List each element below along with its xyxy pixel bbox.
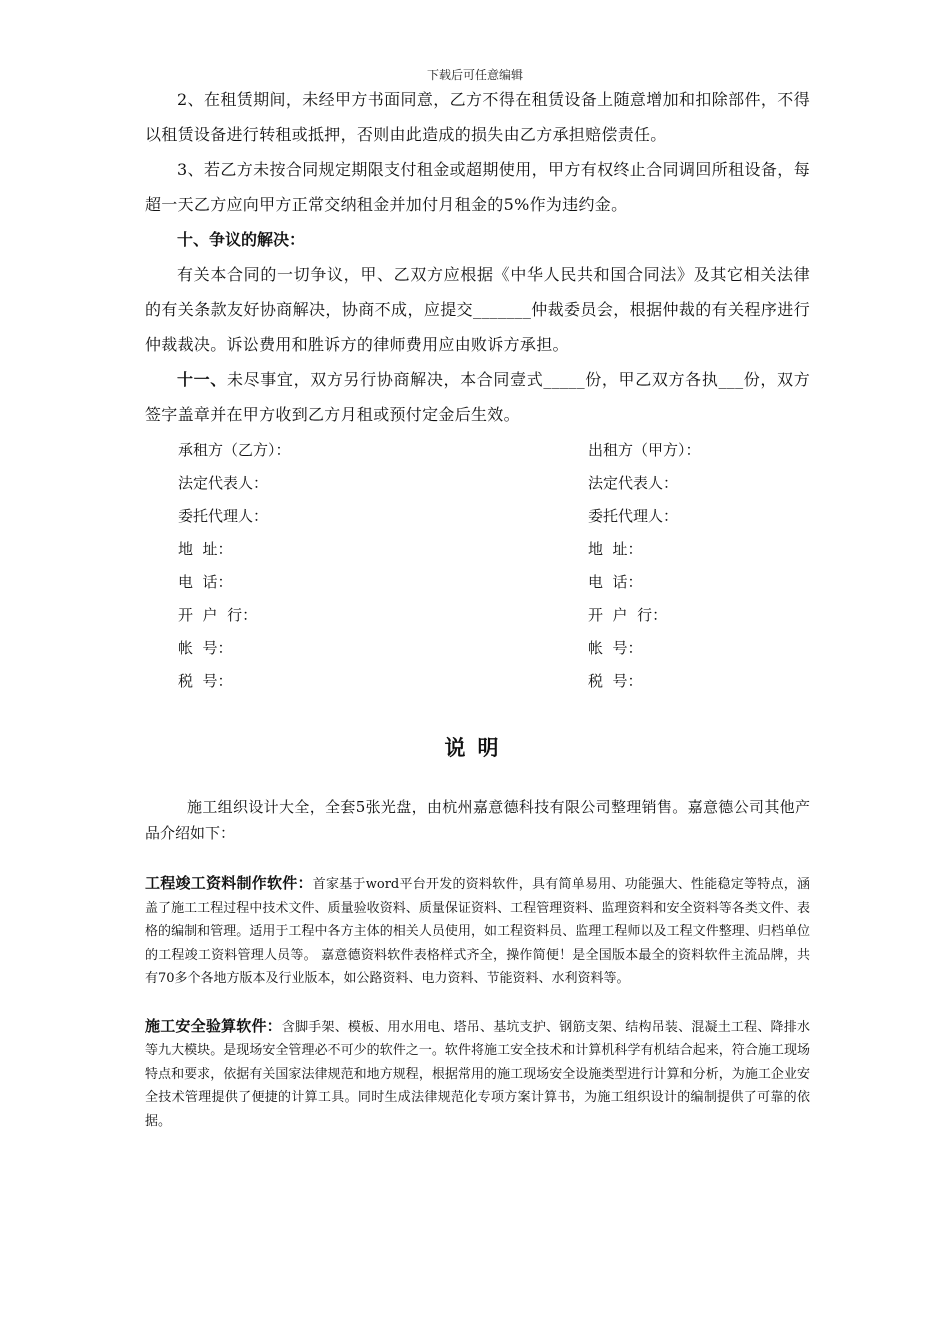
section-11-lead: 十一、 xyxy=(177,370,227,389)
signature-row xyxy=(145,566,810,599)
lessee-legal-rep: 法定代表人： xyxy=(178,474,269,492)
signature-row xyxy=(145,467,810,500)
signature-row xyxy=(145,632,810,665)
product-text: 含脚手架、模板、用水用电、塔吊、基坑支护、钢筋支架、结构吊装、混凝土工程、降排水等九大模块。是现场安全管理必不可少的软件之一。软件将施工安全技术和计算机科学有机结合起来，符合施工现场特点和要求，依据有关国家法律规范和地方规程，根据常用的施工现场安全设施类型进行计算和分析，为施工企业安全技术管理提供了便捷的计算工具。同时生成法律规范化专项方案计算书，为施工组织设计的编制提供了可靠的依据。 xyxy=(145,1019,810,1129)
product-text: 首家基于word平台开发的资料软件，具有简单易用、功能强大、性能稳定等特点，涵盖了施工工程过程中技术文件、质量验收资料、质量保证资料、工程管理资料、监理资料和安全资料等各类文件、表格的编制和管理。适用于工程中各方主体的相关人员使用，如工程资料员、监理工程师以及工程文件整理、归档单位的工程竣工资料管理人员等。 嘉意德资料软件表格样式齐全，操作简便！是全国版本最全的资料软件主流品牌，共有70多个各地方版本及行业版本，如公路资料、电力资料、节能资料、水利资料等。 xyxy=(145,877,810,986)
product-name: 工程竣工资料制作软件： xyxy=(145,874,313,892)
clause-3: 3、若乙方未按合同规定期限支付租金或超期使用，甲方有权终止合同调回所租设备，每超一天乙方应向甲方正常交纳租金并加付月租金的5%作为违约金。 xyxy=(145,160,810,214)
lessee-bank: 开 户 行： xyxy=(178,606,258,624)
lessor-label: 出租方（甲方）： xyxy=(588,441,701,459)
explanation-title: 说明 xyxy=(444,735,511,760)
lessor-phone: 电 话： xyxy=(588,573,643,591)
lessor-account: 帐 号： xyxy=(588,639,643,657)
lessor-legal-rep: 法定代表人： xyxy=(588,474,679,492)
explanation-intro: 施工组织设计大全，全套5张光盘，由杭州嘉意德科技有限公司整理销售。嘉意德公司其他产品介绍如下： xyxy=(145,798,810,842)
lessee-account: 帐 号： xyxy=(178,639,233,657)
clause-2: 2、在租赁期间，未经甲方书面同意，乙方不得在租赁设备上随意增加和扣除部件，不得以租赁设备进行转租或抵押，否则由此造成的损失由乙方承担赔偿责任。 xyxy=(145,90,810,144)
product-name: 施工安全验算软件： xyxy=(145,1016,282,1035)
lessor-address: 地 址： xyxy=(588,540,643,558)
lessee-agent: 委托代理人： xyxy=(178,507,269,525)
lessee-tax-id: 税 号： xyxy=(178,672,233,690)
signature-row xyxy=(145,500,810,533)
section-11-body: 未尽事宜，双方另行协商解决，本合同壹式_____份，甲乙双方各执___份，双方签字盖章并在甲方收到乙方月租或预付定金后生效。 xyxy=(145,370,810,424)
signature-row xyxy=(145,665,810,698)
product-description xyxy=(145,872,810,991)
product-description xyxy=(145,1015,810,1134)
section-11 xyxy=(145,362,810,432)
signature-row xyxy=(145,599,810,632)
signature-row xyxy=(145,434,810,467)
lessee-address: 地 址： xyxy=(178,540,233,558)
lessor-agent: 委托代理人： xyxy=(588,507,679,525)
section-10-title: 十、争议的解决： xyxy=(177,230,306,249)
signature-block xyxy=(145,434,810,698)
page-header: 下载后可任意编辑 xyxy=(426,68,523,82)
lessee-phone: 电 话： xyxy=(178,573,233,591)
lessor-tax-id: 税 号： xyxy=(588,672,643,690)
lessor-bank: 开 户 行： xyxy=(588,606,668,624)
document-body xyxy=(145,82,810,1157)
section-10-body: 有关本合同的一切争议，甲、乙双方应根据《中华人民共和国合同法》及其它相关法律的有关条款友好协商解决，协商不成，应提交_______仲裁委员会，根据仲裁的有关程序进行仲裁裁决。诉讼费用和胜诉方的律师费用应由败诉方承担。 xyxy=(145,265,810,354)
lessee-label: 承租方（乙方）： xyxy=(178,441,291,459)
signature-row xyxy=(145,533,810,566)
